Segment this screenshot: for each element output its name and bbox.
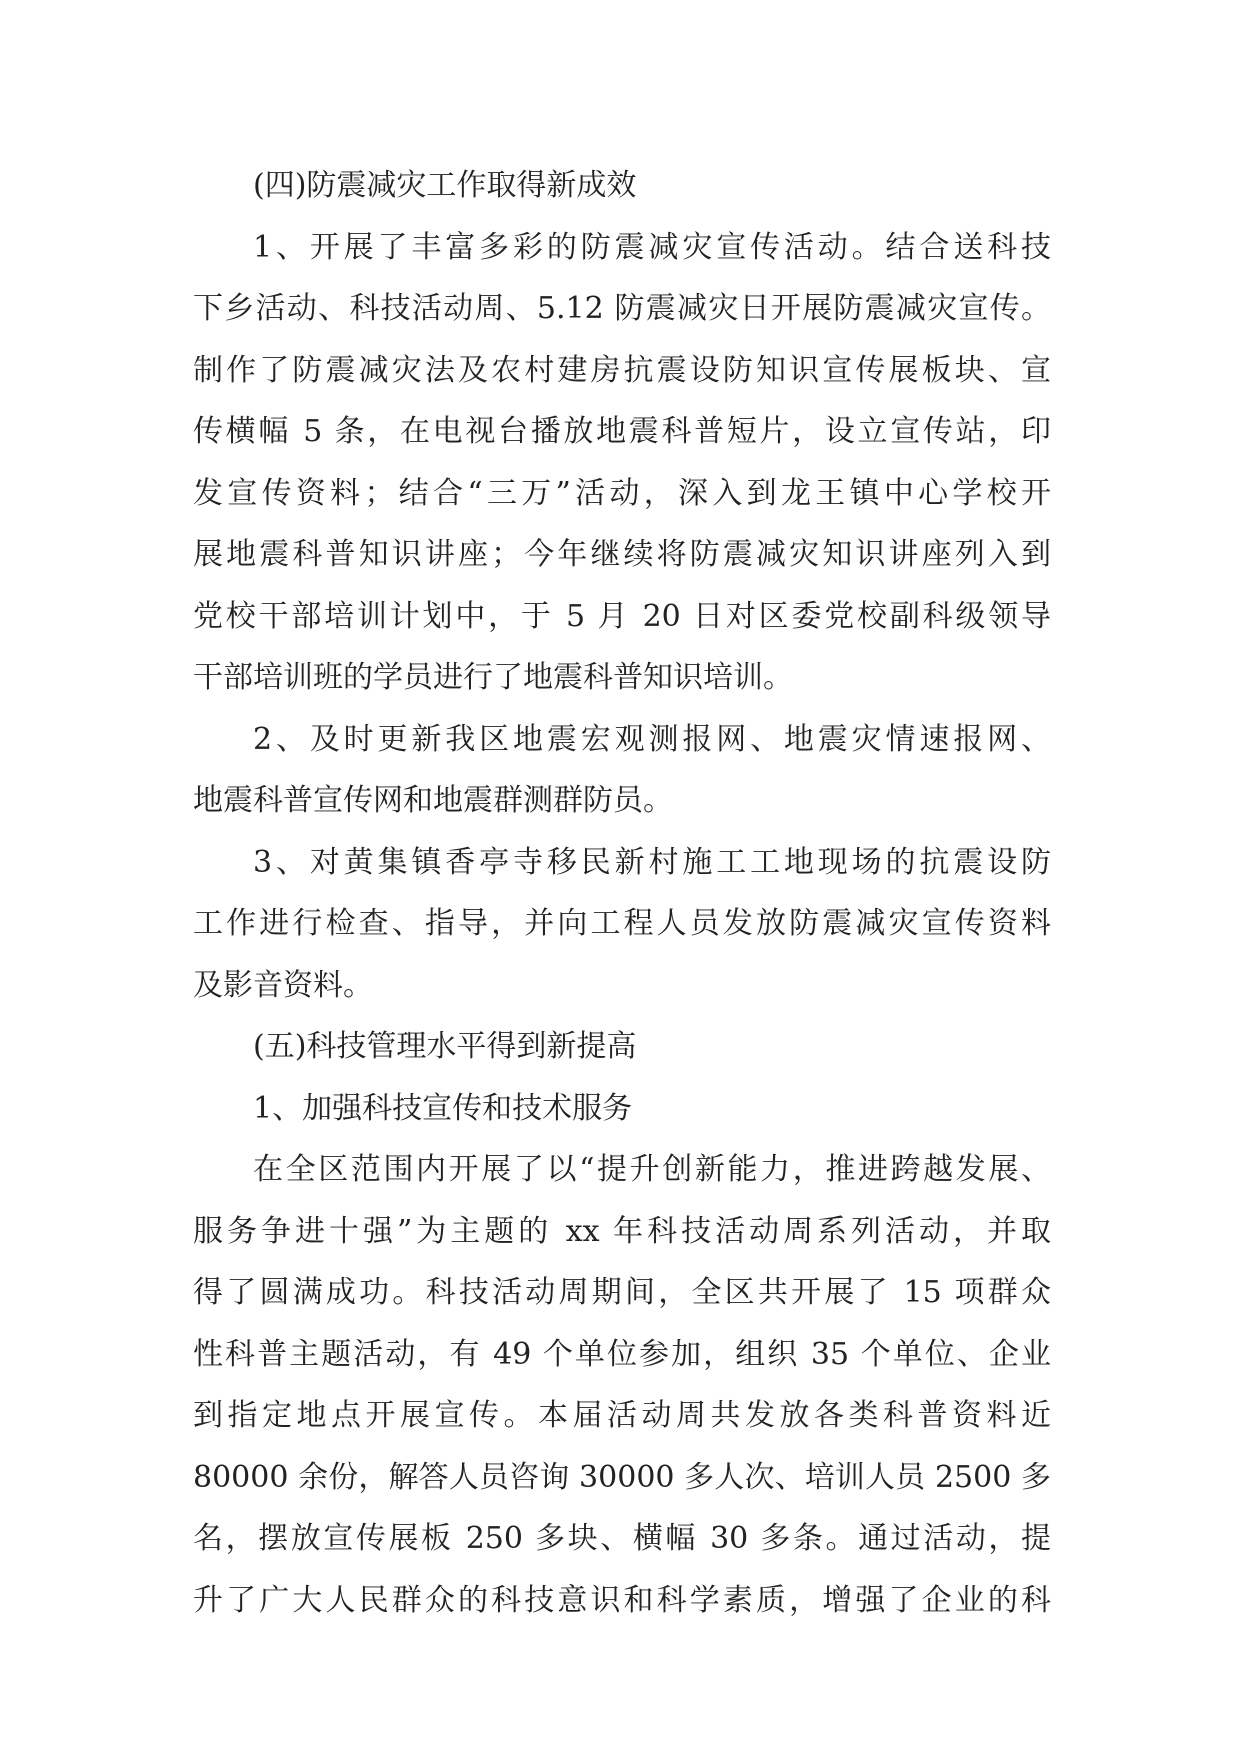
paragraph-line: 1、开展了丰富多彩的防震减灾宣传活动。结合送科技 [253,229,1051,265]
paragraph-line: 及影音资料。 [193,967,373,1003]
heading-five: (五)科技管理水平得到新提高 [253,1029,637,1064]
paragraph-line: 服务争进十强”为主题的 xx 年科技活动周系列活动，并取 [193,1213,1051,1249]
paragraph-line: 升了广大人民群众的科技意识和科学素质，增强了企业的科 [193,1582,1051,1618]
paragraph-line: 80000 余份，解答人员咨询 30000 多人次、培训人员 2500 多 [193,1459,1051,1495]
paragraph-line: 得了圆满成功。科技活动周期间，全区共开展了 15 项群众 [193,1275,1051,1310]
paragraph-line: 工作进行检查、指导，并向工程人员发放防震减灾宣传资料 [193,906,1051,941]
document-page [193,155,1051,1631]
paragraph-line: 下乡活动、科技活动周、5.12 防震减灾日开展防震减灾宣传。 [193,291,1051,326]
paragraph-line: 党校干部培训计划中，于 5 月 20 日对区委党校副科级领导 [193,598,1051,634]
paragraph-line: 制作了防震减灾法及农村建房抗震设防知识宣传展板块、宣 [193,352,1051,388]
paragraph-line: 2、及时更新我区地震宏观测报网、地震灾情速报网、 [253,721,1051,757]
paragraph-line: 到指定地点开展宣传。本届活动周共发放各类科普资料近 [193,1398,1051,1433]
paragraph-line: 在全区范围内开展了以“提升创新能力，推进跨越发展、 [253,1152,1051,1187]
paragraph-line: 干部培训班的学员进行了地震科普知识培训。 [193,660,793,695]
paragraph-line: 性科普主题活动，有 49 个单位参加，组织 35 个单位、企业 [193,1336,1051,1372]
heading-four: (四)防震减灾工作取得新成效 [253,168,637,203]
paragraph-line: 3、对黄集镇香亭寺移民新村施工工地现场的抗震设防 [253,844,1051,880]
paragraph-line: 发宣传资料；结合“三万”活动，深入到龙王镇中心学校开 [193,475,1051,511]
paragraph-line: 传横幅 5 条，在电视台播放地震科普短片，设立宣传站，印 [193,414,1051,449]
paragraph-line: 名，摆放宣传展板 250 多块、横幅 30 多条。通过活动，提 [193,1521,1051,1556]
paragraph-line: 地震科普宣传网和地震群测群防员。 [193,783,673,818]
subheading: 1、加强科技宣传和技术服务 [253,1090,633,1126]
paragraph-line: 展地震科普知识讲座；今年继续将防震减灾知识讲座列入到 [193,537,1051,572]
